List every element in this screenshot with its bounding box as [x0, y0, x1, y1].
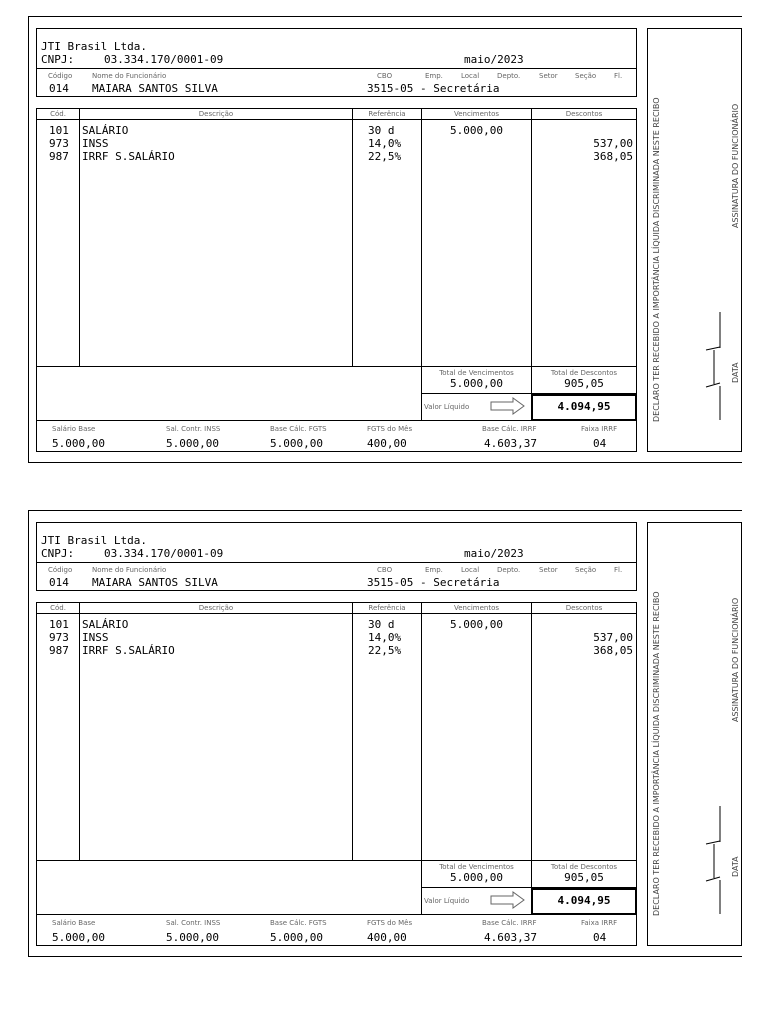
- body-divider: [352, 120, 353, 367]
- item-deduction: 537,00: [593, 137, 633, 150]
- item-reference: 30 d: [368, 124, 395, 137]
- cnpj-value: 03.334.170/0001-09: [104, 53, 224, 66]
- signature-label: ASSINATURA DO FUNCIONÁRIO: [731, 103, 740, 228]
- total-descontos: 905,05: [564, 871, 604, 884]
- label-setor: Setor: [539, 566, 558, 574]
- cnpj-label: CNPJ:: [41, 547, 75, 560]
- col-descricao: Descrição: [198, 110, 234, 118]
- receipt-side-panel: [647, 522, 742, 946]
- payslip: [0, 494, 768, 946]
- employee-name: MAIARA SANTOS SILVA: [92, 82, 218, 95]
- body-divider: [79, 614, 80, 861]
- label-depto: Depto.: [497, 566, 521, 574]
- signature-label: ASSINATURA DO FUNCIONÁRIO: [731, 597, 740, 722]
- fgts-mes: 400,00: [367, 437, 407, 450]
- item-reference: 22,5%: [368, 644, 402, 657]
- item-description: IRRF S.SALÁRIO: [82, 150, 175, 163]
- label-base-calc-fgts: Base Cálc. FGTS: [270, 919, 327, 927]
- item-code: 101: [49, 618, 69, 631]
- faixa-irrf: 04: [593, 931, 607, 944]
- item-deduction: 368,05: [593, 644, 633, 657]
- net-pay: 4.094,95: [557, 400, 611, 413]
- label-emp: Emp.: [425, 72, 443, 80]
- label-fgts-mes: FGTS do Mês: [367, 919, 413, 927]
- item-description: IRRF S.SALÁRIO: [82, 644, 175, 657]
- item-reference: 22,5%: [368, 150, 402, 163]
- item-deduction: 368,05: [593, 150, 633, 163]
- label-secao: Seção: [575, 72, 597, 80]
- employee-name: MAIARA SANTOS SILVA: [92, 576, 218, 589]
- label-total-descontos: Total de Descontos: [550, 863, 618, 871]
- arrow-right-icon: [490, 397, 526, 415]
- col-cod: Cód.: [50, 110, 66, 118]
- base-irrf: 4.603,37: [484, 437, 537, 450]
- employee-cbo-role: 3515-05 - Secretária: [367, 576, 500, 589]
- cnpj-label: CNPJ:: [41, 53, 75, 66]
- item-code: 101: [49, 124, 69, 137]
- label-local: Local: [461, 566, 480, 574]
- col-descontos: Descontos: [565, 604, 603, 612]
- employee-code: 014: [49, 576, 69, 589]
- base-fgts: 5.000,00: [270, 437, 323, 450]
- arrow-right-icon: [490, 891, 526, 909]
- label-codigo: Código: [48, 566, 73, 574]
- bases-box: [36, 421, 637, 452]
- label-cbo: CBO: [377, 72, 393, 80]
- date-label: DATA: [731, 856, 740, 877]
- frame-bottom-line: [28, 462, 742, 463]
- total-vencimentos: 5.000,00: [450, 377, 503, 390]
- body-divider: [421, 120, 422, 367]
- item-earnings: 5.000,00: [450, 124, 503, 137]
- date-label: DATA: [731, 362, 740, 383]
- body-divider: [352, 614, 353, 861]
- label-valor-liquido: Valor Líquido: [424, 897, 470, 905]
- item-reference: 30 d: [368, 618, 395, 631]
- cnpj-value: 03.334.170/0001-09: [104, 547, 224, 560]
- bases-box: [36, 915, 637, 946]
- header-divider: [352, 108, 353, 120]
- header-divider: [352, 602, 353, 614]
- header-divider: [421, 602, 422, 614]
- label-sal-contr-inss: Sal. Contr. INSS: [166, 919, 221, 927]
- label-base-calc-irrf: Base Cálc. IRRF: [482, 425, 537, 433]
- label-salario-base: Salário Base: [52, 919, 96, 927]
- label-fgts-mes: FGTS do Mês: [367, 425, 413, 433]
- label-local: Local: [461, 72, 480, 80]
- col-descricao: Descrição: [198, 604, 234, 612]
- header-divider: [79, 602, 80, 614]
- frame-bottom-line: [28, 956, 742, 957]
- total-vencimentos: 5.000,00: [450, 871, 503, 884]
- frame-top-line: [28, 510, 742, 511]
- body-divider: [421, 614, 422, 861]
- faixa-irrf: 04: [593, 437, 607, 450]
- item-description: INSS: [82, 631, 109, 644]
- declaration-text: DECLARO TER RECEBIDO A IMPORTÂNCIA LÍQUIDA DISCRIMINADA NESTE RECIBO: [652, 97, 661, 422]
- item-reference: 14,0%: [368, 631, 402, 644]
- label-total-vencimentos: Total de Vencimentos: [439, 863, 514, 871]
- declaration-text: DECLARO TER RECEBIDO A IMPORTÂNCIA LÍQUIDA DISCRIMINADA NESTE RECIBO: [652, 591, 661, 916]
- item-earnings: 5.000,00: [450, 618, 503, 631]
- frame-left-line: [28, 16, 29, 462]
- receipt-side-panel: [647, 28, 742, 452]
- total-descontos: 905,05: [564, 377, 604, 390]
- base-irrf: 4.603,37: [484, 931, 537, 944]
- salario-base: 5.000,00: [52, 931, 105, 944]
- label-salario-base: Salário Base: [52, 425, 96, 433]
- col-referencia: Referência: [368, 604, 406, 612]
- label-nome: Nome do Funcionário: [92, 72, 167, 80]
- col-descontos: Descontos: [565, 110, 603, 118]
- label-codigo: Código: [48, 72, 73, 80]
- label-base-calc-irrf: Base Cálc. IRRF: [482, 919, 537, 927]
- header-divider: [79, 108, 80, 120]
- item-deduction: 537,00: [593, 631, 633, 644]
- label-secao: Seção: [575, 566, 597, 574]
- label-setor: Setor: [539, 72, 558, 80]
- sal-contr-inss: 5.000,00: [166, 437, 219, 450]
- item-code: 987: [49, 644, 69, 657]
- body-divider: [79, 120, 80, 367]
- item-code: 973: [49, 631, 69, 644]
- net-pay: 4.094,95: [557, 894, 611, 907]
- col-cod: Cód.: [50, 604, 66, 612]
- frame-top-line: [28, 16, 742, 17]
- header-divider: [421, 108, 422, 120]
- payslip: [0, 0, 768, 452]
- label-valor-liquido: Valor Líquido: [424, 403, 470, 411]
- label-fl: Fl.: [614, 72, 623, 80]
- label-total-vencimentos: Total de Vencimentos: [439, 369, 514, 377]
- label-sal-contr-inss: Sal. Contr. INSS: [166, 425, 221, 433]
- label-cbo: CBO: [377, 566, 393, 574]
- col-referencia: Referência: [368, 110, 406, 118]
- label-fl: Fl.: [614, 566, 623, 574]
- item-code: 987: [49, 150, 69, 163]
- col-vencimentos: Vencimentos: [453, 604, 500, 612]
- company-name: JTI Brasil Ltda.: [41, 534, 147, 547]
- label-faixa-irrf: Faixa IRRF: [581, 919, 618, 927]
- label-depto: Depto.: [497, 72, 521, 80]
- item-description: INSS: [82, 137, 109, 150]
- salario-base: 5.000,00: [52, 437, 105, 450]
- item-code: 973: [49, 137, 69, 150]
- label-base-calc-fgts: Base Cálc. FGTS: [270, 425, 327, 433]
- label-nome: Nome do Funcionário: [92, 566, 167, 574]
- item-reference: 14,0%: [368, 137, 402, 150]
- company-name: JTI Brasil Ltda.: [41, 40, 147, 53]
- col-vencimentos: Vencimentos: [453, 110, 500, 118]
- period: maio/2023: [464, 53, 524, 66]
- header-divider: [531, 602, 532, 614]
- date-fill-lines: [704, 310, 724, 422]
- date-fill-lines: [704, 804, 724, 916]
- label-faixa-irrf: Faixa IRRF: [581, 425, 618, 433]
- employee-code: 014: [49, 82, 69, 95]
- item-description: SALÁRIO: [82, 124, 129, 137]
- frame-left-line: [28, 510, 29, 956]
- label-total-descontos: Total de Descontos: [550, 369, 618, 377]
- employee-cbo-role: 3515-05 - Secretária: [367, 82, 500, 95]
- sal-contr-inss: 5.000,00: [166, 931, 219, 944]
- label-emp: Emp.: [425, 566, 443, 574]
- fgts-mes: 400,00: [367, 931, 407, 944]
- header-divider: [531, 108, 532, 120]
- period: maio/2023: [464, 547, 524, 560]
- item-description: SALÁRIO: [82, 618, 129, 631]
- base-fgts: 5.000,00: [270, 931, 323, 944]
